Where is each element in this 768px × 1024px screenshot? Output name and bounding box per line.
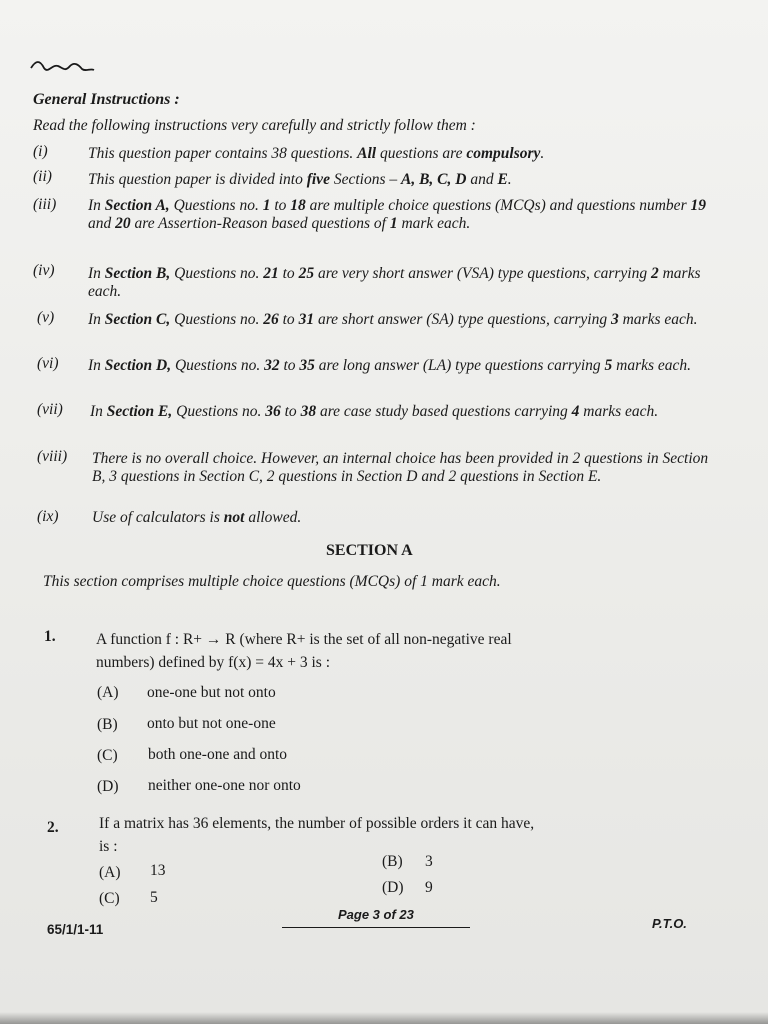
instruction-emphasis: 25 (298, 265, 315, 282)
instruction-emphasis: 2 (650, 265, 659, 282)
question-text-line: numbers) defined by f(x) = 4x + 3 is : (96, 654, 331, 671)
instruction-fragment: There is no overall choice. However, an internal choice has been provided in 2 questions in Section B, 3 questions in Section C, 2 questions in Section D and 2 questions in Section E. (92, 450, 709, 485)
instruction-emphasis: 19 (690, 197, 706, 214)
instruction-fragment: to (279, 357, 300, 374)
instruction-emphasis: 26 (263, 311, 279, 328)
instruction-fragment: to (278, 265, 299, 282)
instruction-text (88, 145, 708, 163)
option-text: one-one but not onto (147, 684, 276, 701)
instruction-num: (i) (33, 143, 48, 160)
option-label: (B) (382, 853, 403, 870)
instruction-emphasis: A, B, C, D (400, 171, 467, 188)
instruction-fragment: In (88, 265, 105, 282)
instruction-fragment: to (278, 311, 299, 328)
option-label: (C) (97, 747, 118, 764)
option-label: (C) (99, 890, 120, 907)
instruction-emphasis: 18 (290, 197, 306, 214)
instruction-fragment: marks each. (88, 265, 701, 300)
question-text-line: If a matrix has 36 elements, the number of possible orders it can have, (99, 815, 535, 832)
instruction-emphasis: 38 (300, 403, 317, 420)
instruction-fragment: In (88, 197, 105, 214)
instruction-fragment: are very short answer (VSA) type questions, carrying (314, 265, 651, 282)
instruction-fragment: This question paper contains 38 questions. (88, 145, 358, 162)
question-number: 2. (47, 819, 59, 836)
instruction-emphasis: Section D, (104, 357, 172, 374)
option-text: neither one-one nor onto (148, 777, 301, 794)
instruction-fragment: In (88, 311, 105, 328)
instruction-fragment: In (90, 403, 107, 420)
instruction-fragment: Questions no. (171, 357, 265, 374)
question-text-line: is : (99, 838, 118, 855)
instruction-text (88, 265, 718, 301)
instruction-emphasis: Section A, (104, 197, 170, 214)
instruction-fragment: are multiple choice questions (MCQs) and questions number (305, 197, 691, 214)
paper-code: 65/1/1-11 (47, 922, 104, 937)
footer-rule (282, 927, 470, 928)
instruction-fragment: to (270, 197, 291, 214)
option-text: 13 (150, 862, 166, 879)
instruction-emphasis: 35 (299, 357, 315, 374)
option-text: both one-one and onto (148, 746, 288, 763)
instruction-fragment: questions are (376, 145, 467, 162)
option-label: (B) (97, 716, 118, 733)
instruction-fragment: In (88, 357, 105, 374)
instruction-fragment: This question paper is divided into (88, 171, 307, 188)
option-text: 9 (425, 879, 433, 896)
instruction-num: (viii) (37, 448, 68, 465)
option-label: (D) (382, 879, 404, 896)
instruction-emphasis: Section E, (106, 403, 173, 420)
instruction-num: (v) (37, 309, 55, 326)
option-text: 3 (425, 853, 433, 870)
instruction-num: (vi) (37, 355, 59, 372)
instruction-num: (ii) (33, 168, 52, 185)
instruction-fragment: marks each. (612, 357, 692, 374)
instruction-emphasis: E (497, 171, 508, 188)
instruction-emphasis: compulsory (466, 145, 541, 162)
instruction-emphasis: 36 (265, 403, 281, 420)
handwritten-squiggle-mark (28, 56, 98, 78)
instruction-text (88, 311, 718, 329)
instruction-num: (iv) (33, 262, 55, 279)
instruction-fragment: allowed. (244, 509, 302, 526)
instruction-text (92, 509, 712, 527)
instruction-text (92, 450, 718, 486)
instruction-emphasis: 32 (264, 357, 280, 374)
instruction-fragment: and (466, 171, 498, 188)
instruction-emphasis: 4 (571, 403, 580, 420)
instruction-fragment: to (280, 403, 301, 420)
page-number: Page 3 of 23 (338, 907, 414, 922)
instructions-title: General Instructions : (33, 91, 180, 108)
instruction-fragment: mark each. (397, 215, 471, 232)
instruction-emphasis: Section B, (104, 265, 171, 282)
instruction-fragment: Use of calculators is (92, 509, 224, 526)
page-edge-shadow (0, 1012, 768, 1024)
instruction-emphasis: 31 (298, 311, 315, 328)
instruction-emphasis: 21 (263, 265, 279, 282)
instruction-num: (ix) (37, 508, 59, 525)
instruction-fragment: Questions no. (172, 403, 266, 420)
instruction-emphasis: 5 (604, 357, 613, 374)
instruction-text (90, 403, 718, 421)
instruction-emphasis: 20 (115, 215, 131, 232)
instruction-fragment: are short answer (SA) type questions, carrying (314, 311, 611, 328)
option-text: onto but not one-one (147, 715, 276, 732)
question-number: 1. (44, 628, 56, 645)
instruction-fragment: Questions no. (170, 265, 264, 282)
instruction-emphasis: 3 (610, 311, 619, 328)
section-a-description: This section comprises multiple choice questions (MCQs) of 1 mark each. (43, 573, 501, 590)
instruction-fragment: marks each. (579, 403, 659, 420)
option-label: (A) (97, 684, 119, 701)
option-label: (A) (99, 864, 121, 881)
instruction-fragment: . (540, 145, 545, 162)
option-label: (D) (97, 778, 119, 795)
instruction-text (88, 357, 718, 375)
instruction-fragment: Sections – (329, 171, 401, 188)
instruction-fragment: marks each. (618, 311, 698, 328)
instruction-fragment: . (507, 171, 512, 188)
instruction-fragment: are case study based questions carrying (316, 403, 572, 420)
instruction-num: (vii) (37, 401, 63, 418)
instructions-intro: Read the following instructions very carefully and strictly follow them : (33, 117, 476, 134)
instruction-fragment: are Assertion-Reason based questions of (130, 215, 390, 232)
instruction-emphasis: All (357, 145, 377, 162)
question-text-line: A function f : R+ → R (where R+ is the set of all non-negative real (96, 631, 512, 648)
option-text: 5 (150, 889, 158, 906)
instruction-num: (iii) (33, 196, 57, 213)
instruction-emphasis: 1 (389, 215, 398, 232)
instruction-emphasis: not (223, 509, 245, 526)
instruction-fragment: and (88, 215, 116, 232)
instruction-fragment: Questions no. (169, 197, 263, 214)
pto-label: P.T.O. (652, 916, 687, 931)
section-a-heading: SECTION A (326, 542, 413, 559)
instruction-emphasis: five (306, 171, 330, 188)
instruction-text (88, 197, 718, 233)
instruction-emphasis: Section C, (104, 311, 171, 328)
instruction-fragment: are long answer (LA) type questions carrying (314, 357, 605, 374)
instruction-emphasis: 1 (262, 197, 271, 214)
instruction-fragment: Questions no. (170, 311, 264, 328)
instruction-text (88, 171, 708, 189)
